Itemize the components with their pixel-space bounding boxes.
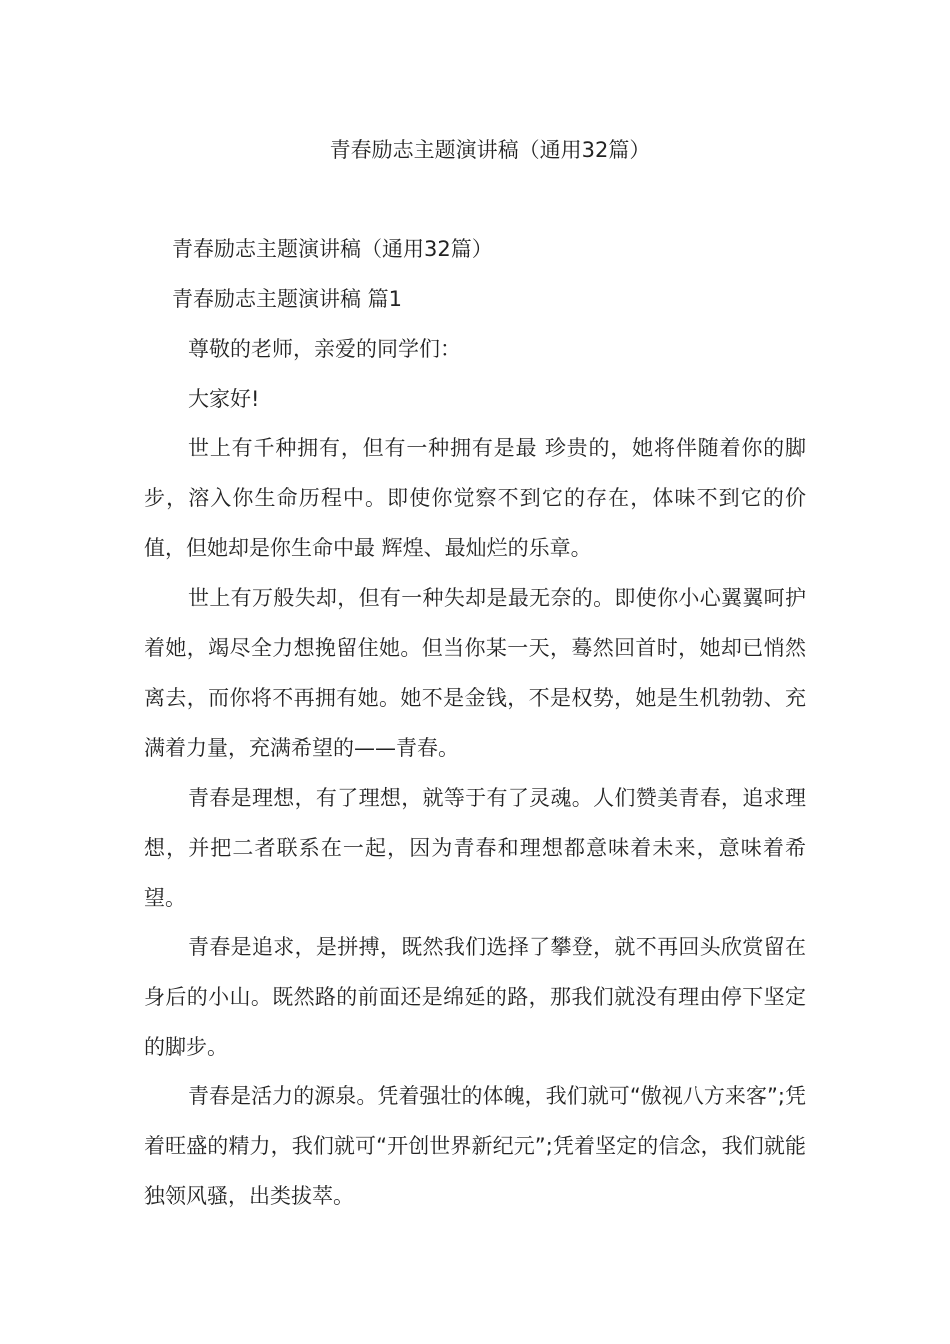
paragraph-2: 世上有万般失却，但有一种失却是最无奈的。即使你小心翼翼呵护着她，竭尽全力想挽留住她。但当你某一天，蓦然回首时，她却已悄然离去，而你将不再拥有她。她不是金钱，不是权势，她是生机勃勃、充满着力量，充满希望的——青春。	[144, 586, 806, 760]
paragraph-1: 世上有千种拥有，但有一种拥有是最 珍贵的，她将伴随着你的脚步，溶入你生命历程中。即使你觉察不到它的存在，体味不到它的价值，但她却是你生命中最 辉煌、最灿烂的乐章。	[144, 436, 806, 560]
document-subtitle: 青春励志主题演讲稿（通用32篇）	[172, 237, 493, 261]
paragraph-3: 青春是理想，有了理想，就等于有了灵魂。人们赞美青春，追求理想，并把二者联系在一起，因为青春和理想都意味着未来，意味着希望。	[144, 786, 806, 910]
paragraph-5: 青春是活力的源泉。凭着强壮的体魄，我们就可“傲视八方来客”;凭着旺盛的精力，我们就可“开创世界新纪元”;凭着坚定的信念，我们就能独领风骚，出类拔萃。	[144, 1084, 806, 1208]
greeting-line: 尊敬的老师，亲爱的同学们：	[188, 337, 461, 361]
section-heading: 青春励志主题演讲稿 篇1	[172, 287, 403, 311]
document-title: 青春励志主题演讲稿（通用32篇）	[329, 138, 651, 162]
salutation-line: 大家好!	[188, 387, 260, 411]
paragraph-4: 青春是追求，是拼搏，既然我们选择了攀登，就不再回头欣赏留在身后的小山。既然路的前面还是绵延的路，那我们就没有理由停下坚定的脚步。	[144, 935, 806, 1059]
